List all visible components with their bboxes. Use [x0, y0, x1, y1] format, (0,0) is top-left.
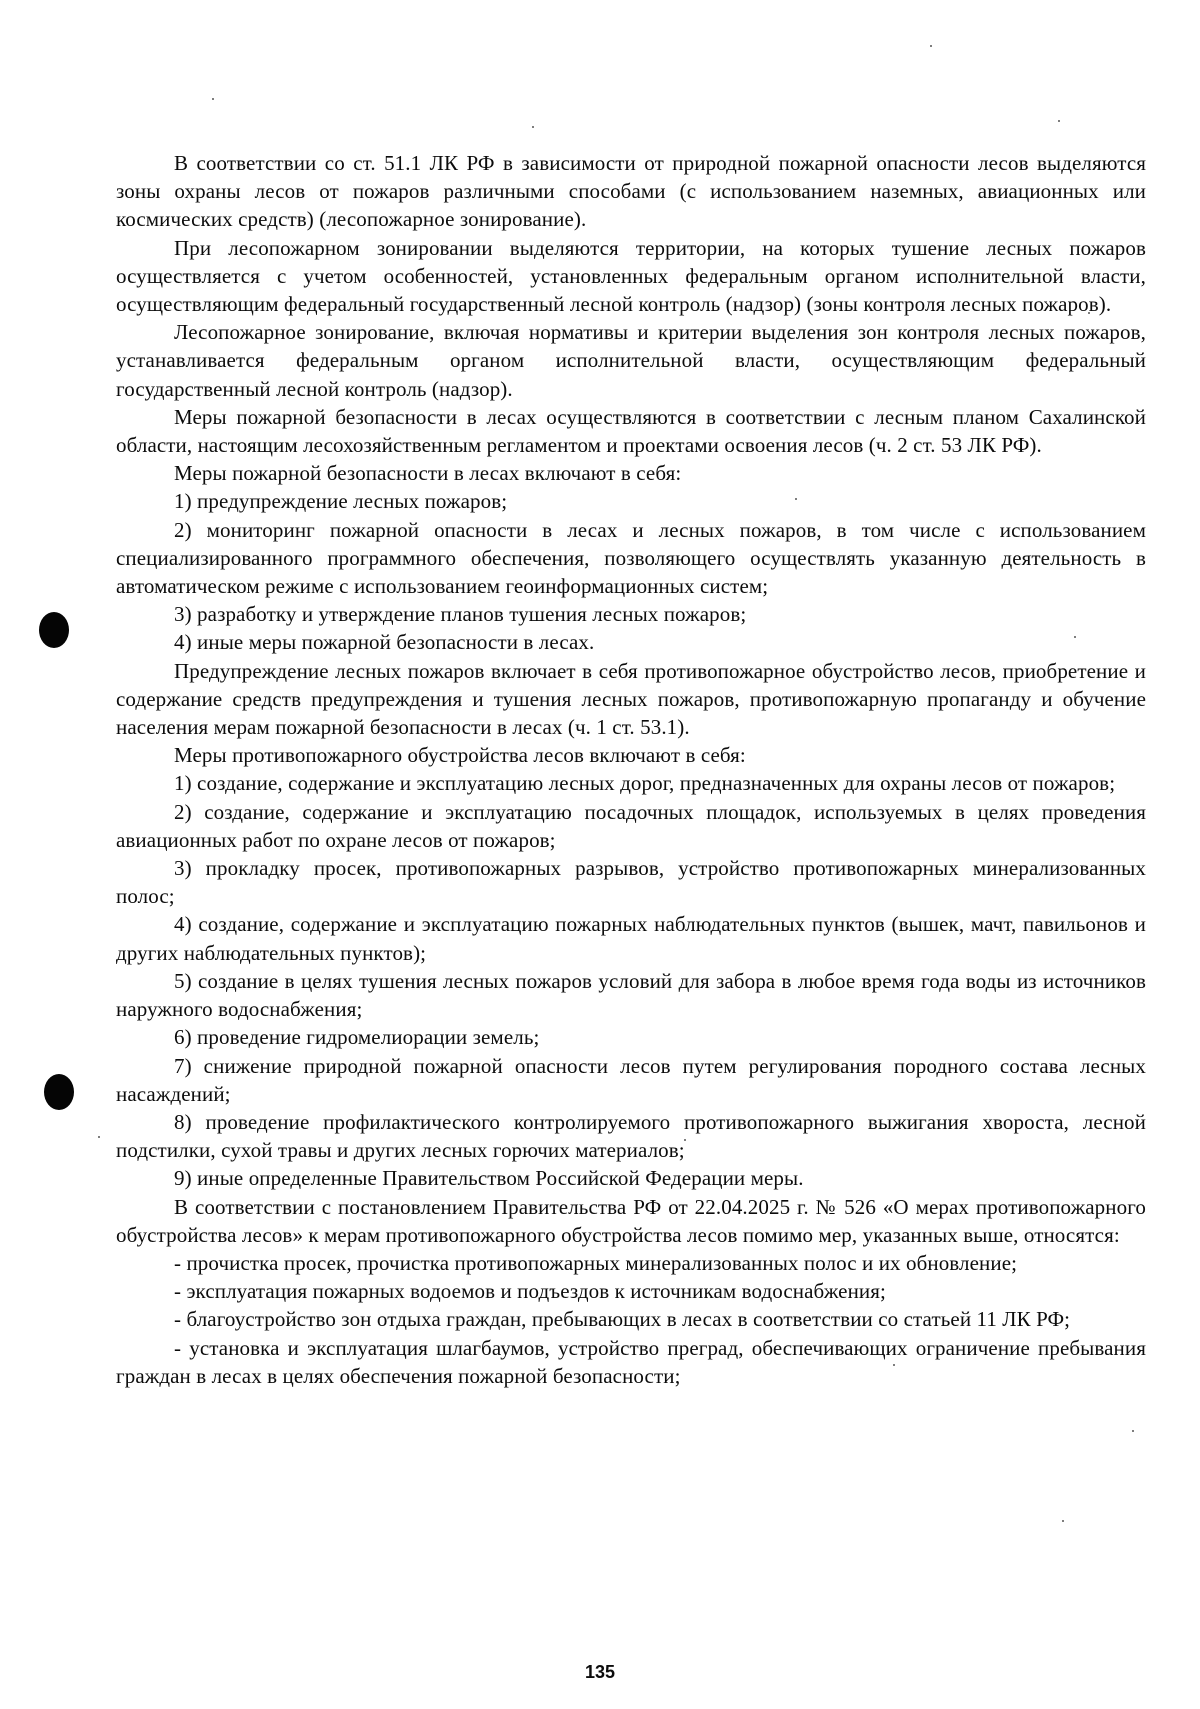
paragraph: 4) создание, содержание и эксплуатацию пожарных наблюдательных пунктов (вышек, мачт, павильонов и других наблюдательных пунктов);: [116, 912, 1146, 965]
punch-hole-top: [39, 612, 69, 648]
paragraph: 2) создание, содержание и эксплуатацию посадочных площадок, используемых в целях проведения авиационных работ по охране лесов от пожаров;: [116, 799, 1146, 852]
paragraph: 6) проведение гидромелиорации земель;: [174, 1025, 540, 1050]
paragraph: - прочистка просек, прочистка противопожарных минерализованных полос и их обновление;: [174, 1250, 1018, 1275]
paragraph: В соответствии со ст. 51.1 ЛК РФ в зависимости от природной пожарной опасности лесов выделяются зоны охраны лесов от пожаров различными способами (с использованием наземных, авиационных или космических средств) (лесопожарное зонирование).: [116, 151, 1146, 232]
paragraph: 5) создание в целях тушения лесных пожаров условий для забора в любое время года воды из источников наружного водоснабжения;: [116, 968, 1146, 1022]
scan-speck: [1132, 1430, 1134, 1432]
scan-speck: [212, 98, 214, 100]
scan-speck: [930, 45, 932, 47]
document-body: [116, 149, 1146, 1390]
paragraph: 9) иные определенные Правительством Российской Федерации меры.: [174, 1166, 804, 1191]
paragraph: 1) предупреждение лесных пожаров;: [174, 489, 508, 514]
paragraph: В соответствии с постановлением Правительства РФ от 22.04.2025 г. № 526 «О мерах противопожарного обустройства лесов» к мерам противопожарного обустройства лесов помимо мер, указанных выше, относятся:: [116, 1194, 1146, 1247]
page-number: 135: [584, 1662, 616, 1682]
scan-speck: [532, 126, 534, 128]
paragraph: 2) мониторинг пожарной опасности в лесах и лесных пожаров, в том числе с использованием специализированного программного обеспечения, позволяющего осуществлять указанную деятельность в автоматическом режиме с использованием геоинформационных систем;: [116, 517, 1146, 599]
paragraph: 3) прокладку просек, противопожарных разрывов, устройство противопожарных минерализованных полос;: [116, 856, 1146, 909]
paragraph: - благоустройство зон отдыха граждан, пребывающих в лесах в соответствии со статьей 11 ЛК РФ;: [174, 1307, 1071, 1332]
paragraph: Лесопожарное зонирование, включая нормативы и критерии выделения зон контроля лесных пожаров, устанавливается федеральным органом исполнительной власти, осуществляющим федеральный государственный лесной контроль (надзор).: [116, 320, 1146, 401]
paragraph: Меры пожарной безопасности в лесах включают в себя:: [174, 461, 682, 486]
paragraph: Меры пожарной безопасности в лесах осуществляются в соответствии с лесным планом Сахалинской области, настоящим лесохозяйственным регламентом и проектами освоения лесов (ч. 2 ст. 53 ЛК РФ).: [116, 404, 1146, 458]
paragraph: Меры противопожарного обустройства лесов включают в себя:: [174, 743, 746, 768]
paragraph: 1) создание, содержание и эксплуатацию лесных дорог, предназначенных для охраны лесов от пожаров;: [174, 771, 1116, 796]
paragraph: 3) разработку и утверждение планов тушения лесных пожаров;: [174, 602, 747, 627]
paragraph: 7) снижение природной пожарной опасности лесов путем регулирования породного состава лесных насаждений;: [116, 1053, 1146, 1106]
punch-hole-bottom: [44, 1074, 74, 1110]
scan-speck: [1058, 120, 1060, 122]
scan-speck: [98, 1136, 100, 1138]
paragraph: При лесопожарном зонировании выделяются территории, на которых тушение лесных пожаров осуществляется с учетом особенностей, установленных федеральным органом исполнительной власти, осуществляющим федеральный государственный лесной контроль (надзор) (зоны контроля лесных пожаров).: [116, 235, 1146, 317]
paragraph: - эксплуатация пожарных водоемов и подъездов к источникам водоснабжения;: [174, 1279, 886, 1304]
paragraph: - установка и эксплуатация шлагбаумов, устройство преград, обеспечивающих ограничение пребывания граждан в лесах в целях обеспечения пожарной безопасности;: [116, 1335, 1146, 1388]
paragraph: 8) проведение профилактического контролируемого противопожарного выжигания хвороста, лесной подстилки, сухой травы и других лесных горючих материалов;: [116, 1109, 1146, 1163]
paragraph: 4) иные меры пожарной безопасности в лесах.: [174, 630, 595, 655]
scan-speck: [1062, 1520, 1064, 1522]
paragraph: Предупреждение лесных пожаров включает в себя противопожарное обустройство лесов, приобретение и содержание средств предупреждения и тушения лесных пожаров, противопожарную пропаганду и обучение населения мерам пожарной безопасности в лесах (ч. 1 ст. 53.1).: [116, 658, 1146, 740]
